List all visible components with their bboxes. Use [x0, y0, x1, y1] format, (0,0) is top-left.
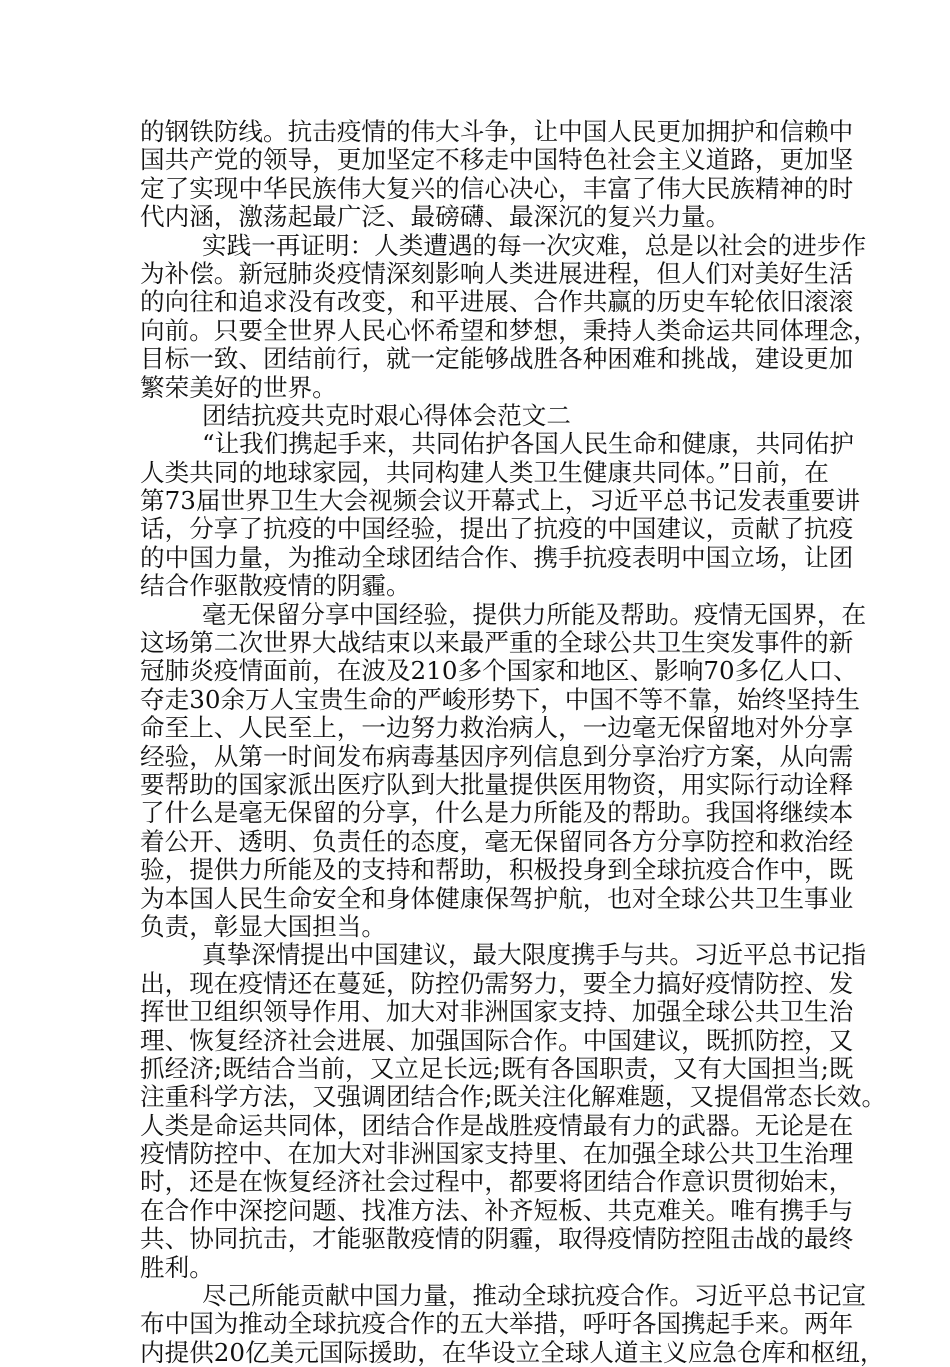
- text-line: 这场第二次世界大战结束以来最严重的全球公共卫生突发事件的新: [140, 628, 854, 658]
- text-line: 话，分享了抗疫的中国经验，提出了抗疫的中国建议，贡献了抗疫: [140, 514, 854, 544]
- text-line: 结合作驱散疫情的阴霾。: [140, 571, 411, 601]
- text-line: 繁荣美好的世界。: [140, 372, 337, 402]
- text-line: 尽己所能贡献中国力量，推动全球抗疫合作。习近平总书记宣: [202, 1281, 867, 1311]
- text-line: 为补偿。新冠肺炎疫情深刻影响人类进展进程，但人们对美好生活: [140, 258, 854, 288]
- text-line: 的向往和追求没有改变，和平进展、合作共赢的历史车轮依旧滚滚: [140, 287, 854, 317]
- text-line: 在合作中深挖问题、找准方法、补齐短板、共克难关。唯有携手与: [140, 1195, 854, 1225]
- text-line: 代内涵，激荡起最广泛、最磅礴、最深沉的复兴力量。: [140, 202, 731, 232]
- text-line: 内提供20亿美元国际援助，在华设立全球人道主义应急仓库和枢纽，: [140, 1337, 885, 1367]
- text-line: 夺走30余万人宝贵生命的严峻形势下，中国不等不靠，始终坚持生: [140, 684, 860, 714]
- text-line: 团结抗疫共克时艰心得体会范文二: [202, 400, 571, 430]
- document-body: [140, 117, 887, 1367]
- text-line: 疫情防控中、在加大对非洲国家支持里、在加强全球公共卫生治理: [140, 1139, 854, 1169]
- text-line: 向前。只要全世界人民心怀希望和梦想，秉持人类命运共同体理念，: [140, 315, 878, 345]
- text-line: 布中国为推动全球抗疫合作的五大举措，呼吁各国携起手来。两年: [140, 1309, 854, 1339]
- text-line: 要帮助的国家派出医疗队到大批量提供医用物资，用实际行动诠释: [140, 769, 854, 799]
- text-line: 定了实现中华民族伟大复兴的信心决心，丰富了伟大民族精神的时: [140, 173, 854, 203]
- text-line: 着公开、透明、负责任的态度，毫无保留同各方分享防控和救治经: [140, 826, 854, 856]
- text-line: 验，提供力所能及的支持和帮助，积极投身到全球抗疫合作中，既: [140, 855, 854, 885]
- text-line: 挥世卫组织领导作用、加大对非洲国家支持、加强全球公共卫生治: [140, 997, 854, 1027]
- text-line: 命至上、人民至上，一边努力救治病人，一边毫无保留地对外分享: [140, 713, 854, 743]
- text-line: 目标一致、团结前行，就一定能够战胜各种困难和挑战，建设更加: [140, 344, 854, 374]
- text-line: 毫无保留分享中国经验，提供力所能及帮助。疫情无国界，在: [202, 599, 867, 629]
- text-line: 经验，从第一时间发布病毒基因序列信息到分享治疗方案，从向需: [140, 741, 854, 771]
- text-line: “让我们携起手来，共同佑护各国人民生命和健康，共同佑护: [202, 429, 855, 459]
- text-line: 出，现在疫情还在蔓延，防控仍需努力，要全力搞好疫情防控、发: [140, 968, 854, 998]
- text-line: 国共产党的领导，更加坚定不移走中国特色社会主义道路，更加坚: [140, 145, 854, 175]
- text-line: 时，还是在恢复经济社会过程中，都要将团结合作意识贯彻始末，: [140, 1167, 854, 1197]
- text-line: 了什么是毫无保留的分享，什么是力所能及的帮助。我国将继续本: [140, 798, 854, 828]
- text-line: 胜利。: [140, 1252, 214, 1282]
- text-line: 注重科学方法，又强调团结合作;既关注化解难题，又提倡常态长效。: [140, 1082, 887, 1112]
- text-line: 实践一再证明：人类遭遇的每一次灾难，总是以社会的进步作: [202, 230, 867, 260]
- text-line: 的中国力量，为推动全球团结合作、携手抗疫表明中国立场，让团: [140, 542, 854, 572]
- text-line: 的钢铁防线。抗击疫情的伟大斗争，让中国人民更加拥护和信赖中: [140, 117, 854, 146]
- text-line: 抓经济;既结合当前，又立足长远;既有各国职责，又有大国担当;既: [140, 1053, 854, 1083]
- text-line: 理、恢复经济社会进展、加强国际合作。中国建议，既抓防控，又: [140, 1025, 854, 1055]
- text-line: 冠肺炎疫情面前，在波及210多个国家和地区、影响70多亿人口、: [140, 656, 858, 686]
- text-line: 负责，彰显大国担当。: [140, 911, 386, 941]
- text-line: 为本国人民生命安全和身体健康保驾护航，也对全球公共卫生事业: [140, 883, 854, 913]
- text-line: 第73届世界卫生大会视频会议开幕式上，习近平总书记发表重要讲: [140, 486, 860, 516]
- text-line: 人类是命运共同体，团结合作是战胜疫情最有力的武器。无论是在: [140, 1110, 854, 1140]
- text-line: 共、协同抗击，才能驱散疫情的阴霾，取得疫情防控阻击战的最终: [140, 1224, 854, 1254]
- text-line: 真挚深情提出中国建议，最大限度携手与共。习近平总书记指: [202, 940, 867, 970]
- text-line: 人类共同的地球家园，共同构建人类卫生健康共同体。”日前，在: [140, 457, 829, 487]
